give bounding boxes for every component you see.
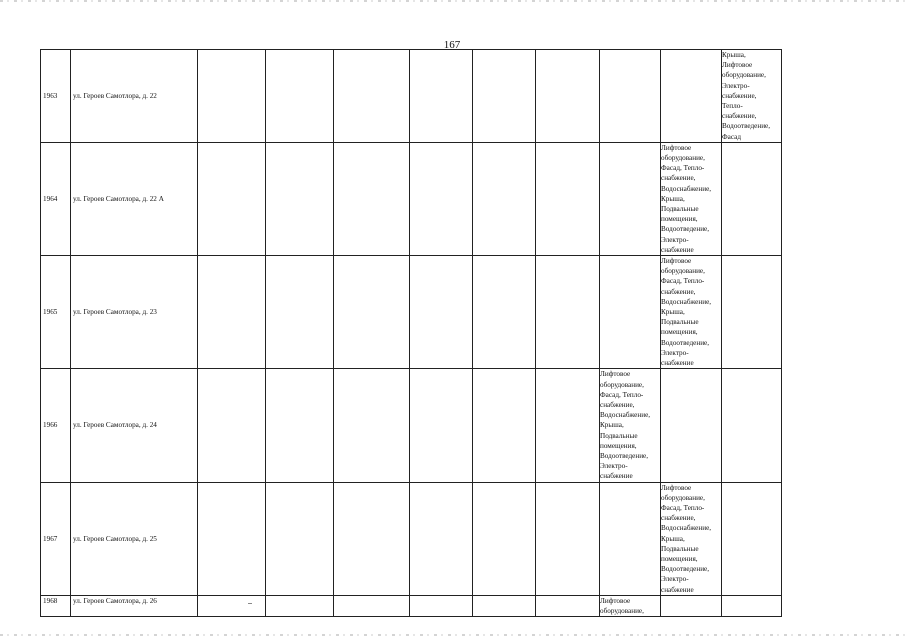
page-number: 167: [443, 39, 461, 51]
work-cell: Лифтовое оборудование, Фасад, Тепло- снабжение, Водоснабжение, Крыша, Подвальные помещения, Водоотведение, Электро- снабжение: [600, 369, 661, 482]
housing-repair-table: [40, 49, 782, 617]
table-row: [41, 256, 782, 369]
work-cell: [722, 595, 782, 616]
work-cell: [722, 256, 782, 369]
row-number: 1966: [41, 369, 71, 482]
row-address: ул. Героев Самотлора, д. 22: [71, 50, 198, 143]
scan-speck: [248, 603, 252, 604]
work-cell: [600, 256, 661, 369]
work-cell: [600, 482, 661, 595]
row-number: 1963: [41, 50, 71, 143]
work-cell: [661, 50, 722, 143]
work-cell: Крыша, Лифтовое оборудование, Электро- снабжение, Тепло- снабжение, Водоотведение, Фасад: [722, 50, 782, 143]
table-row: [41, 482, 782, 595]
row-address: ул. Героев Самотлора, д. 26: [71, 595, 198, 616]
work-cell: [661, 595, 722, 616]
row-address: ул. Героев Самотлора, д. 25: [71, 482, 198, 595]
row-number: 1965: [41, 256, 71, 369]
work-cell: Лифтовое оборудование, Фасад, Тепло- снабжение, Водоснабжение, Крыша, Подвальные помещения, Водоотведение, Электро- снабжение: [661, 142, 722, 255]
row-number: 1967: [41, 482, 71, 595]
row-number: 1968: [41, 595, 71, 616]
work-cell: [722, 369, 782, 482]
row-address: ул. Героев Самотлора, д. 22 А: [71, 142, 198, 255]
work-cell: Лифтовое оборудование,: [600, 595, 661, 616]
table-row: [41, 595, 782, 616]
row-address: ул. Героев Самотлора, д. 23: [71, 256, 198, 369]
work-cell: [661, 369, 722, 482]
work-cell: Лифтовое оборудование, Фасад, Тепло- снабжение, Водоснабжение, Крыша, Подвальные помещения, Водоотведение, Электро- снабжение: [661, 482, 722, 595]
scan-edge-top: [0, 0, 905, 2]
row-number: 1964: [41, 142, 71, 255]
table-row: [41, 369, 782, 482]
table-row: [41, 142, 782, 255]
work-cell: [600, 142, 661, 255]
scan-edge-bottom: [0, 634, 905, 636]
work-cell: [722, 482, 782, 595]
row-address: ул. Героев Самотлора, д. 24: [71, 369, 198, 482]
table-row: [41, 50, 782, 143]
work-cell: [722, 142, 782, 255]
work-cell: [600, 50, 661, 143]
work-cell: Лифтовое оборудование, Фасад, Тепло- снабжение, Водоснабжение, Крыша, Подвальные помещения, Водоотведение, Электро- снабжение: [661, 256, 722, 369]
